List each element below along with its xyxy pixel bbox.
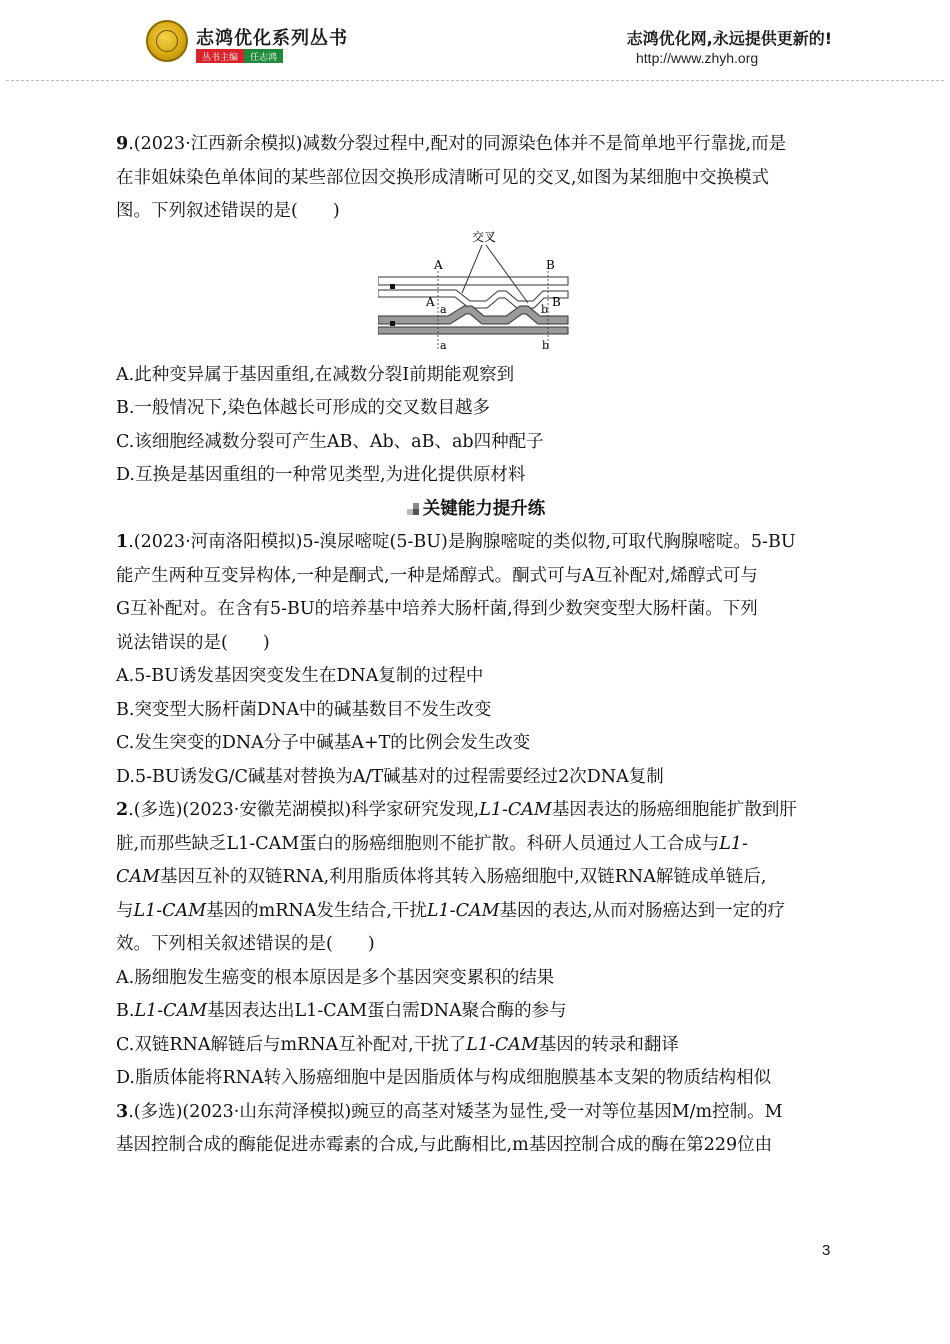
q9-line-1 bbox=[116, 128, 836, 162]
crossover-figure bbox=[116, 229, 836, 359]
gene-name: L1-CAM bbox=[466, 1034, 539, 1055]
page-content bbox=[116, 128, 836, 1163]
q2-option-a[interactable]: A.肠细胞发生癌变的根本原因是多个基因突变累积的结果 bbox=[116, 967, 555, 988]
page-header bbox=[0, 0, 950, 90]
q2-text-4a: 与 bbox=[116, 900, 134, 921]
label-A-top: A bbox=[434, 257, 443, 272]
q3-number: 3 bbox=[116, 1101, 129, 1122]
q2-number: 2 bbox=[116, 800, 129, 820]
q3-text-1: .(多选)(2023·山东菏泽模拟)豌豆的高茎对矮茎为显性,受一对等位基因M/m控制。M bbox=[128, 1101, 783, 1122]
gene-name-part1: L1- bbox=[719, 833, 748, 854]
q2-text-2: 脏,而那些缺乏L1-CAM蛋白的肠癌细胞则不能扩散。科研人员通过人工合成与 bbox=[116, 833, 720, 854]
q2-option-c[interactable] bbox=[116, 1029, 836, 1063]
label-B-mid: B bbox=[552, 294, 561, 309]
label-B-top: B bbox=[546, 257, 555, 272]
q2-text-4c: 基因的表达,从而对肠癌达到一定的疗 bbox=[499, 900, 786, 921]
section-heading bbox=[116, 493, 836, 527]
gene-name: L1-CAM bbox=[426, 900, 500, 921]
crossover-diagram bbox=[378, 229, 578, 359]
q2-line-5: 效。下列相关叙述错误的是( ) bbox=[116, 934, 375, 954]
gene-name: L1-CAM bbox=[133, 900, 207, 921]
q1-option-a[interactable]: A.5-BU诱发基因突变发生在DNA复制的过程中 bbox=[116, 666, 484, 686]
q1-line-4: 说法错误的是( ) bbox=[116, 632, 270, 653]
gene-name: L1-CAM bbox=[479, 800, 552, 820]
page-number: 3 bbox=[822, 1242, 831, 1259]
q1-line-1 bbox=[116, 526, 836, 560]
q3-line-1 bbox=[116, 1096, 836, 1130]
q9-option-c[interactable]: C.该细胞经减数分裂可产生AB、Ab、aB、ab四种配子 bbox=[116, 431, 544, 452]
editor-name: 任志鸿 bbox=[244, 49, 283, 63]
label-A-mid: A bbox=[426, 294, 435, 309]
q9-option-a[interactable]: A.此种变异属于基因重组,在减数分裂Ⅰ前期能观察到 bbox=[116, 364, 515, 385]
header-slogan: 志鸿优化网,永远提供更新的! bbox=[626, 29, 832, 48]
q2-line-2 bbox=[116, 828, 836, 862]
q2-option-b-letter: B. bbox=[116, 1001, 135, 1021]
q2-option-b[interactable] bbox=[116, 995, 836, 1029]
q2-text-3: 基因互补的双链RNA,利用脂质体将其转入肠癌细胞中,双链RNA解链成单链后, bbox=[159, 867, 767, 887]
q1-text-1: .(2023·河南洛阳模拟)5-溴尿嘧啶(5-BU)是胸腺嘧啶的类似物,可取代胸腺嘧啶。5-BU bbox=[128, 532, 796, 552]
section-bullet-icon bbox=[407, 503, 419, 515]
q1-line-3: G互补配对。在含有5-BU的培养基中培养大肠杆菌,得到少数突变型大肠杆菌。下列 bbox=[116, 599, 758, 619]
header-divider bbox=[6, 80, 944, 81]
q1-option-c[interactable]: C.发生突变的DNA分子中碱基A+T的比例会发生改变 bbox=[116, 733, 531, 753]
publisher-logo bbox=[146, 20, 188, 62]
q2-text-1b: 基因表达的肠癌细胞能扩散到肝 bbox=[551, 800, 797, 820]
label-a-bottom: a bbox=[440, 338, 447, 352]
q2-option-b-text: 基因表达出L1-CAM蛋白需DNA聚合酶的参与 bbox=[207, 1001, 567, 1021]
q2-text-4b: 基因的mRNA发生结合,干扰 bbox=[206, 900, 427, 921]
gene-name-part2: CAM bbox=[116, 867, 160, 887]
label-cross: 交叉 bbox=[471, 229, 497, 244]
label-b-bottom: b bbox=[542, 338, 550, 352]
series-title: 志鸿优化系列丛书 bbox=[196, 28, 348, 49]
q1-number: 1 bbox=[116, 532, 129, 552]
section-title: 关键能力提升练 bbox=[422, 498, 546, 519]
q1-option-b[interactable]: B.突变型大肠杆菌DNA中的碱基数目不发生改变 bbox=[116, 699, 492, 720]
label-a-mid: a bbox=[440, 302, 447, 316]
header-url[interactable]: http://www.zhyh.org bbox=[636, 50, 759, 66]
label-b-mid: b bbox=[541, 302, 549, 316]
q9-line-2: 在非姐妹染色单体间的某些部位因交换形成清晰可见的交叉,如图为某细胞中交换模式 bbox=[116, 167, 770, 188]
q2-text-1a: .(多选)(2023·安徽芜湖模拟)科学家研究发现, bbox=[128, 800, 480, 820]
q9-text-1: .(2023·江西新余模拟)减数分裂过程中,配对的同源染色体并不是简单地平行靠拢,而是 bbox=[128, 134, 787, 154]
q3-line-2: 基因控制合成的酶能促进赤霉素的合成,与此酶相比,m基因控制合成的酶在第229位由 bbox=[116, 1135, 773, 1155]
q1-option-d[interactable]: D.5-BU诱发G/C碱基对替换为A/T碱基对的过程需要经过2次DNA复制 bbox=[116, 766, 664, 787]
editor-badge bbox=[196, 49, 283, 63]
q9-option-b[interactable]: B.一般情况下,染色体越长可形成的交叉数目越多 bbox=[116, 398, 490, 418]
q2-option-c-text-b: 基因的转录和翻译 bbox=[538, 1034, 679, 1055]
q9-number: 9 bbox=[116, 134, 129, 154]
gene-name: L1-CAM bbox=[134, 1001, 208, 1021]
q1-line-2: 能产生两种互变异构体,一种是酮式,一种是烯醇式。酮式可与A互补配对,烯醇式可与 bbox=[116, 565, 758, 586]
q2-option-c-text-a: C.双链RNA解链后与mRNA互补配对,干扰了 bbox=[116, 1034, 467, 1055]
q2-line-3 bbox=[116, 861, 836, 895]
q9-option-d[interactable]: D.互换是基因重组的一种常见类型,为进化提供原材料 bbox=[116, 465, 526, 485]
q2-option-d[interactable]: D.脂质体能将RNA转入肠癌细胞中是因脂质体与构成细胞膜基本支架的物质结构相似 bbox=[116, 1068, 772, 1088]
q9-line-3: 图。下列叙述错误的是( ) bbox=[116, 201, 340, 221]
q2-line-4 bbox=[116, 895, 836, 929]
q2-line-1 bbox=[116, 794, 836, 828]
editor-label: 丛书主编 bbox=[196, 49, 244, 63]
